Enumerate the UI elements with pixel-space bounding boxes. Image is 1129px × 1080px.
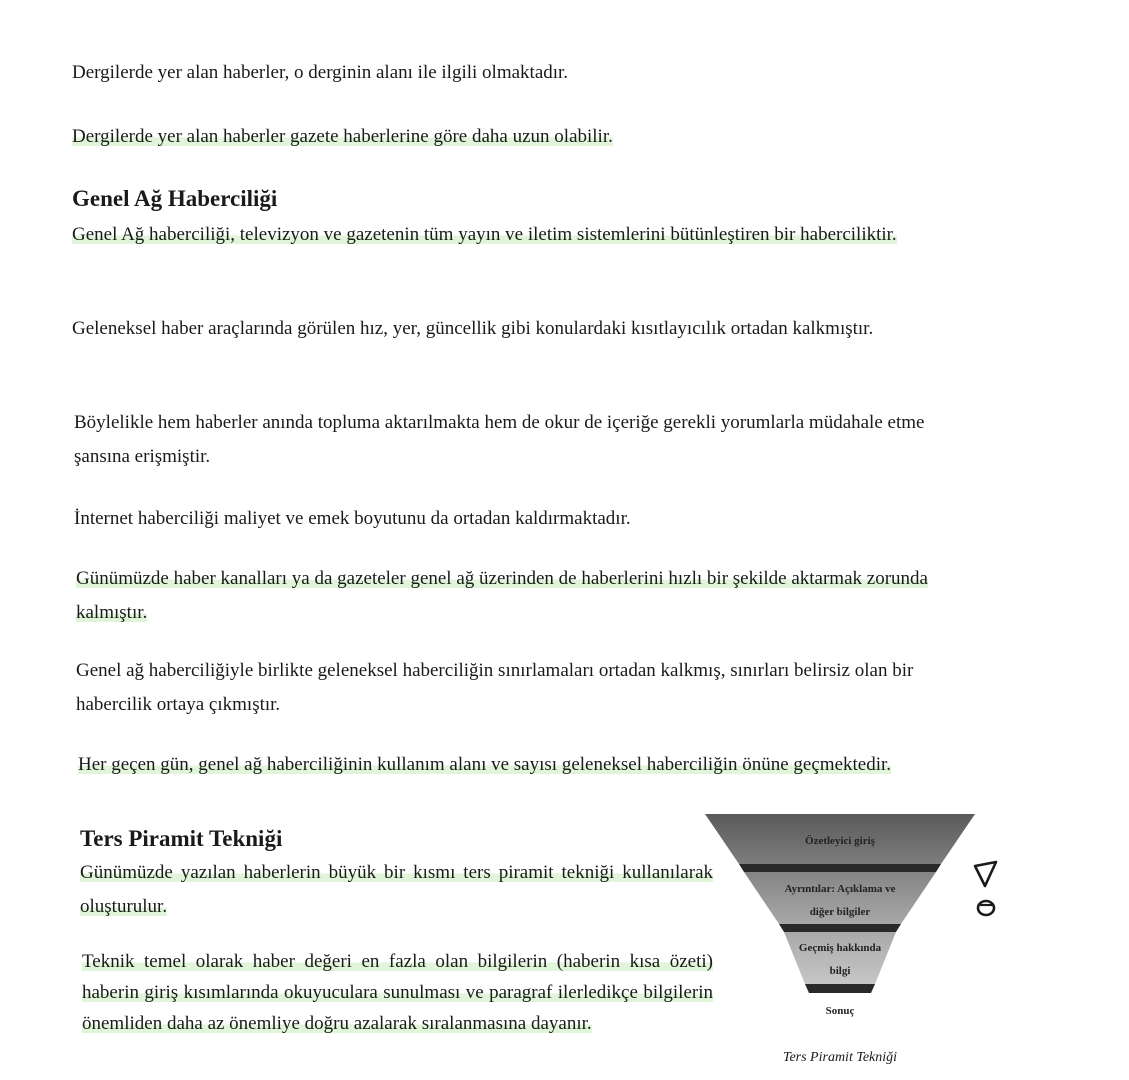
pyramid-divider <box>779 924 901 932</box>
highlighted-text: Günümüzde haber kanalları ya da gazeteler genel ağ üzerinden de haberlerini hızlı bir şekilde aktarmak zorunda kalmıştır. <box>76 568 928 623</box>
paragraph-magazine-field <box>72 56 1072 90</box>
highlighted-text: Teknik temel olarak haber değeri en fazla olan bilgilerin (haberin kısa özeti) haberin giriş kısımlarında okuyuculara sunulması ve paragraf ilerledikçe bilgilerin önemliden daha az önemliye doğru azalarak sıralanmasına dayanır. <box>82 951 713 1034</box>
paragraph-cost-effort <box>74 502 1074 536</box>
paragraph-text: Böylelikle hem haberler anında topluma aktarılmakta hem de okur de içeriğe gerekli yorumlarla müdahale etme şansına erişmiştir. <box>74 412 925 467</box>
handwritten-mark-icon <box>970 860 1000 920</box>
paragraph-limitations-removed <box>72 312 922 346</box>
paragraph-news-channels <box>76 562 996 630</box>
highlighted-text: Genel Ağ haberciliği, televizyon ve gazetenin tüm yayın ve iletim sistemlerini bütünleştiren bir haberciliktir. <box>72 224 897 245</box>
highlighted-text: Dergilerde yer alan haberler gazete haberlerine göre daha uzun olabilir. <box>72 126 613 147</box>
section-heading-web-journalism: Genel Ağ Haberciliği <box>72 186 278 211</box>
highlighted-text: Günümüzde yazılan haberlerin büyük bir kısmı ters piramit tekniği kullanılarak oluşturulur. <box>80 862 713 917</box>
pyramid-label-background-line2: bilgi <box>829 965 851 977</box>
paragraph-text: Dergilerde yer alan haberler, o derginin alanı ile ilgili olmaktadır. <box>72 62 569 83</box>
pyramid-label-details-line2: diğer bilgiler <box>809 906 871 918</box>
inverted-pyramid-diagram <box>705 812 977 1017</box>
pyramid-label-details-line1: Ayrıntılar: Açıklama ve <box>784 883 896 895</box>
pyramid-divider <box>805 984 875 993</box>
paragraph-text: İnternet haberciliği maliyet ve emek boyutunu da ortadan kaldırmaktadır. <box>74 508 631 529</box>
pyramid-label-summary: Özetleyici giriş <box>805 835 875 847</box>
paragraph-web-journalism-definition <box>72 218 922 252</box>
diagram-caption: Ters Piramit Tekniği <box>782 1050 898 1065</box>
paragraph-pyramid-technique <box>82 946 713 1039</box>
paragraph-usage-growth <box>78 748 908 782</box>
paragraph-text: Geleneksel haber araçlarında görülen hız, yer, güncellik gibi konulardaki kısıtlayıcılık ortadan kalkmıştır. <box>72 318 874 339</box>
paragraph-reader-interaction <box>74 406 934 474</box>
pyramid-label-conclusion: Sonuç <box>825 1005 855 1017</box>
paragraph-magazine-length <box>72 120 1072 154</box>
paragraph-traditional-limits <box>76 654 986 722</box>
section-heading-inverted-pyramid: Ters Piramit Tekniği <box>80 826 283 851</box>
pyramid-divider <box>739 864 941 872</box>
pyramid-label-background-line1: Geçmiş hakkında <box>798 942 882 954</box>
paragraph-text: Genel ağ haberciliğiyle birlikte geleneksel haberciliğin sınırlamaları ortadan kalkmış, sınırları belirsiz olan bir habercilik ortaya çıkmıştır. <box>76 660 914 715</box>
highlighted-text: Her geçen gün, genel ağ haberciliğinin kullanım alanı ve sayısı geleneksel haberciliğin önüne geçmektedir. <box>78 754 892 775</box>
paragraph-pyramid-usage <box>80 856 713 924</box>
